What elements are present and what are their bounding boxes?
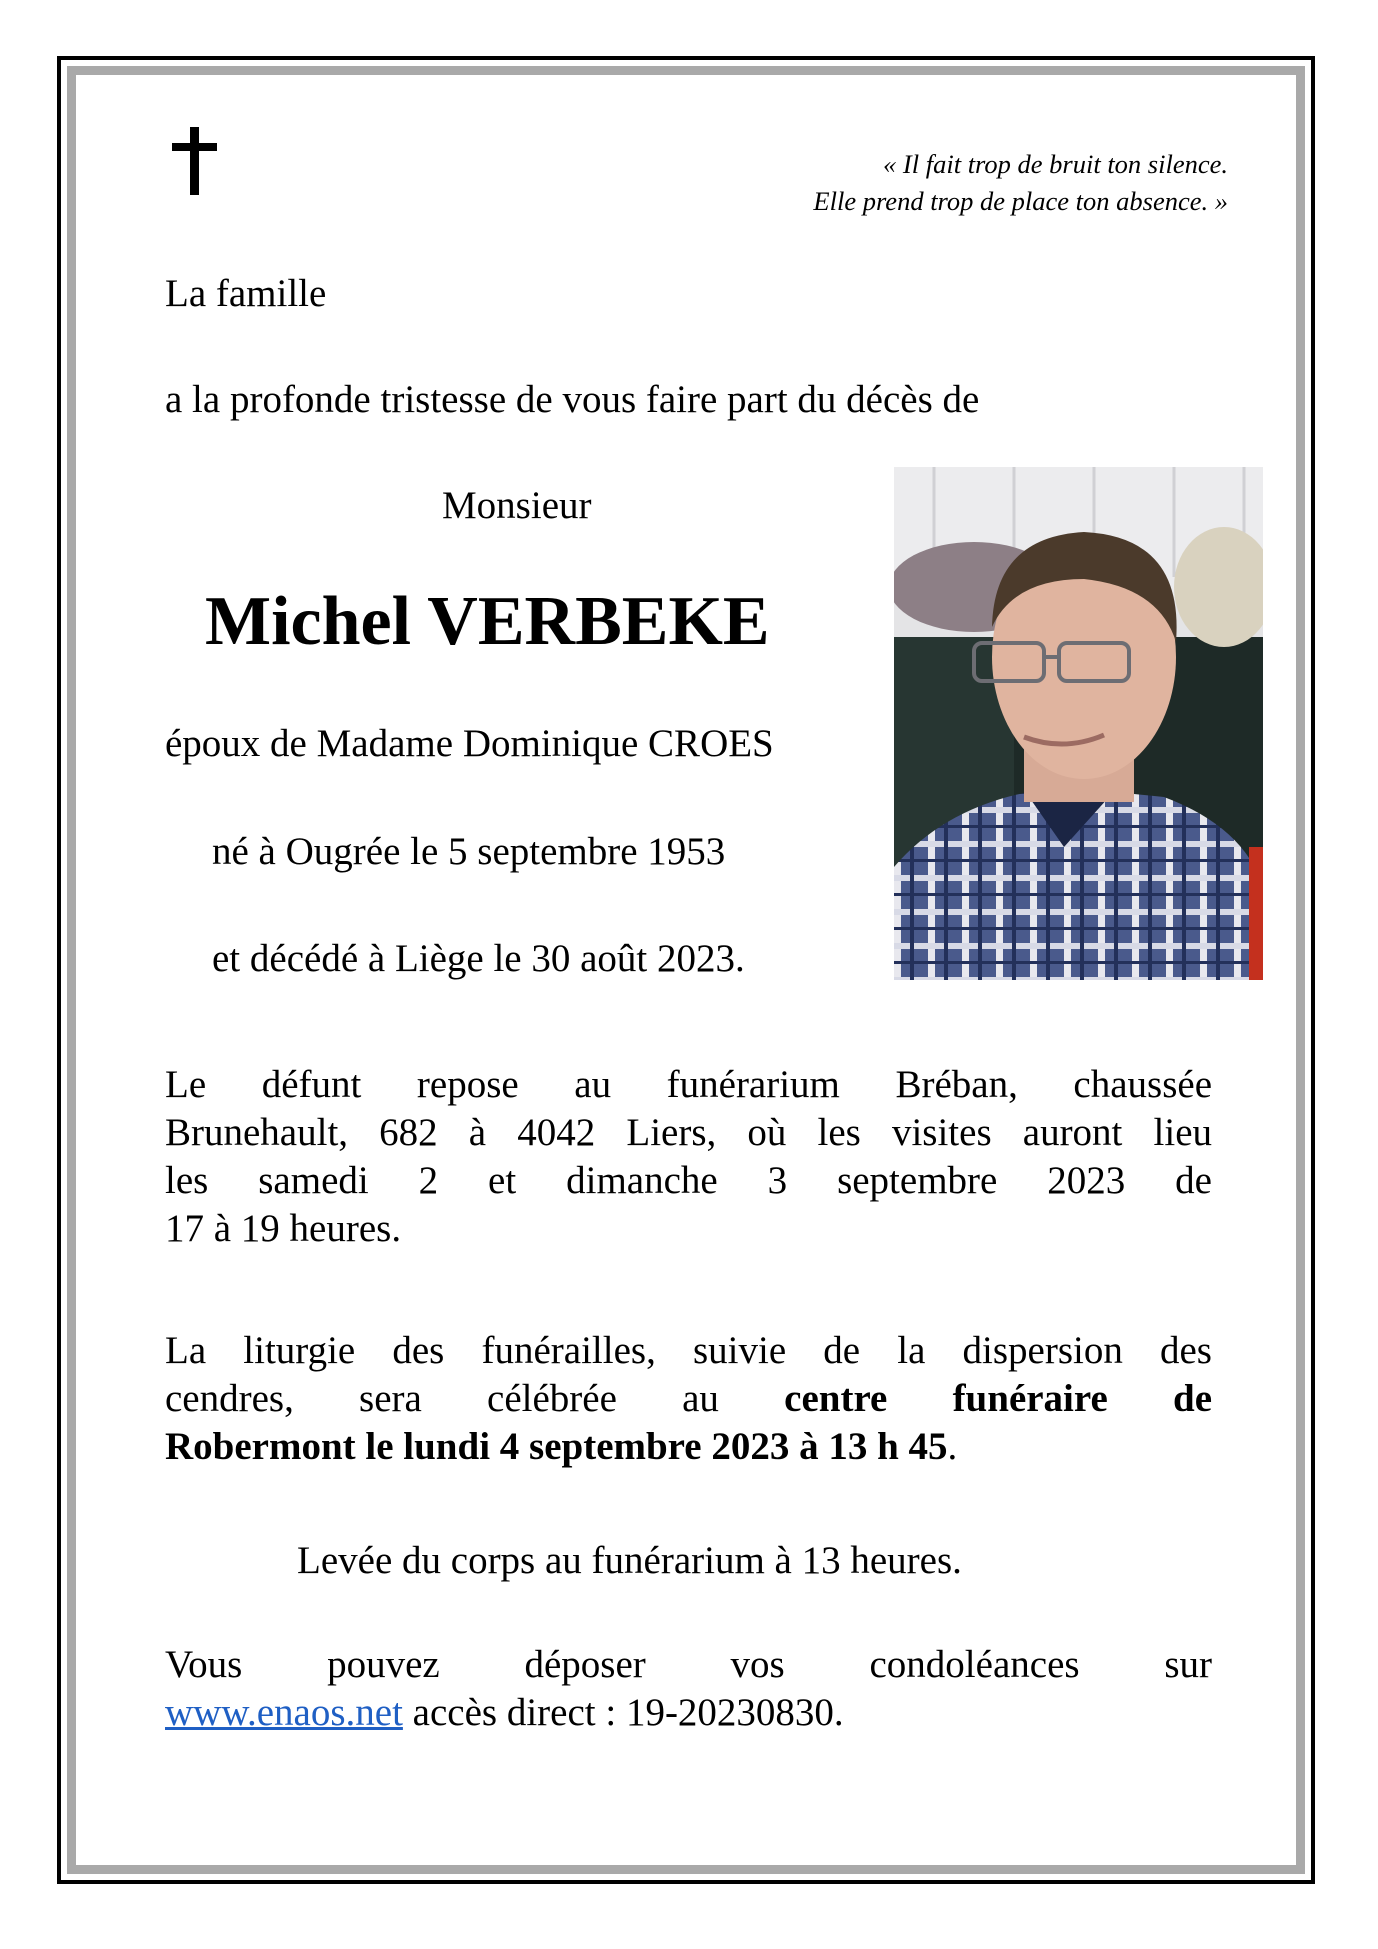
visitation-paragraph xyxy=(165,1061,1212,1253)
announcement-line: a la profonde tristesse de vous faire part du décès de xyxy=(165,378,980,421)
quote-line-1: « Il fait trop de bruit ton silence. xyxy=(883,149,1228,179)
deceased-name: Michel VERBEKE xyxy=(205,583,770,660)
quote-line-2: Elle prend trop de place ton absence. » xyxy=(813,186,1228,216)
ceremony-line-3-end: . xyxy=(947,1425,958,1468)
ceremony-line-2 xyxy=(165,1375,1212,1423)
ceremony-paragraph xyxy=(165,1327,1212,1471)
condolences-access-code: accès direct : 19-20230830. xyxy=(402,1691,844,1734)
ceremony-line-2-bold: centre funéraire de xyxy=(784,1377,1213,1420)
visitation-line-4: 17 à 19 heures. xyxy=(165,1207,402,1250)
ceremony-line-3 xyxy=(165,1423,1212,1471)
portrait-photo xyxy=(894,467,1263,980)
ceremony-line-1: La liturgie des funérailles, suivie de la dispersion des xyxy=(165,1329,1212,1372)
epigraph-quote xyxy=(813,146,1228,220)
condolences-line-1: Vous pouvez déposer vos condoléances sur xyxy=(165,1643,1212,1686)
family-line: La famille xyxy=(165,272,327,315)
condolences-paragraph xyxy=(165,1641,1212,1737)
ceremony-line-2-plain: cendres, sera célébrée au xyxy=(165,1377,719,1420)
levee-line: Levée du corps au funérarium à 13 heures. xyxy=(297,1539,962,1582)
visitation-line-1: Le défunt repose au funérarium Bréban, chaussée xyxy=(165,1063,1212,1106)
visitation-line-3: les samedi 2 et dimanche 3 septembre 2023 de xyxy=(165,1159,1212,1202)
spouse-line: époux de Madame Dominique CROES xyxy=(165,722,774,765)
death-line: et décédé à Liège le 30 août 2023. xyxy=(212,937,745,980)
condolences-line-2 xyxy=(165,1689,1212,1737)
title-monsieur: Monsieur xyxy=(442,484,592,527)
cross-icon xyxy=(165,127,225,195)
ceremony-line-3-bold: Robermont le lundi 4 septembre 2023 à 13 h 45 xyxy=(165,1425,948,1468)
visitation-line-2: Brunehault, 682 à 4042 Liers, où les visites auront lieu xyxy=(165,1111,1212,1154)
enaos-link[interactable]: www.enaos.net xyxy=(165,1691,403,1734)
birth-line: né à Ougrée le 5 septembre 1953 xyxy=(212,830,726,873)
